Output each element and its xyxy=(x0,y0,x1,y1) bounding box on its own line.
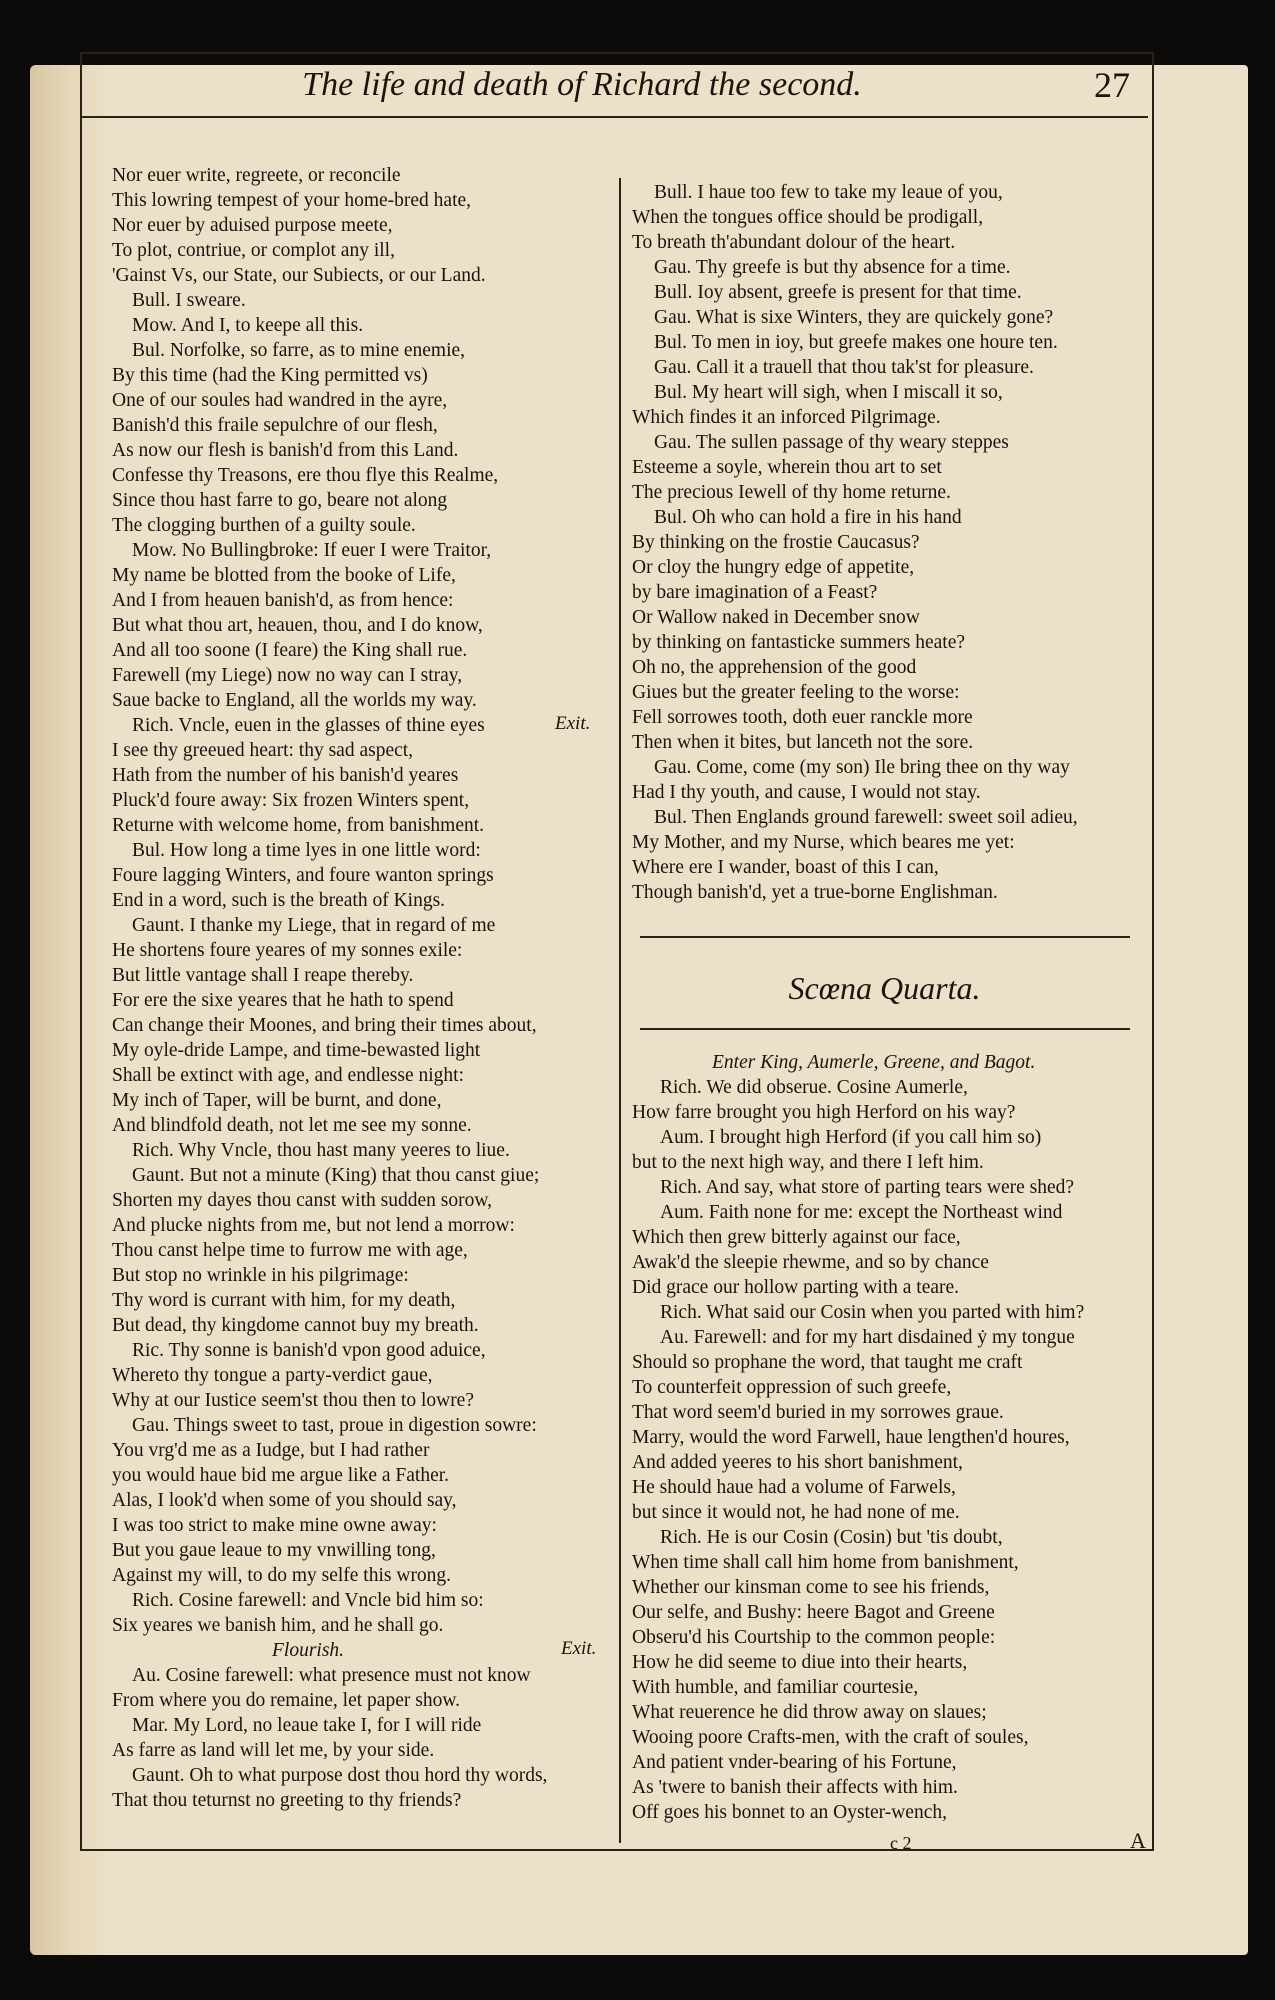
text-line: But dead, thy kingdome cannot buy my breath. xyxy=(112,1315,479,1336)
text-line: By thinking on the frostie Caucasus? xyxy=(632,532,920,553)
text-line: Mar. My Lord, no leaue take I, for I will ride xyxy=(132,1715,482,1736)
text-line: As 'twere to banish their affects with him. xyxy=(632,1777,958,1798)
text-line: Bul. My heart will sigh, when I miscall it so, xyxy=(654,382,1003,403)
text-line: Against my will, to do my selfe this wrong. xyxy=(112,1565,452,1586)
text-line: I was too strict to make mine owne away: xyxy=(112,1515,437,1536)
text-line: Fell sorrowes tooth, doth euer ranckle more xyxy=(632,707,973,728)
text-line: That thou teturnst no greeting to thy friends? xyxy=(112,1790,462,1811)
text-line: Pluck'd foure away: Six frozen Winters spent, xyxy=(112,790,470,811)
page-number: 27 xyxy=(1094,65,1130,105)
text-line: Gaunt. Oh to what purpose dost thou hord thy words, xyxy=(132,1765,548,1786)
text-line: One of our soules had wandred in the ayre, xyxy=(112,390,448,411)
text-line: Whether our kinsman come to see his friends, xyxy=(632,1577,990,1598)
text-line: For ere the sixe yeares that he hath to spend xyxy=(112,990,454,1011)
text-line: Gau. Come, come (my son) Ile bring thee on thy way xyxy=(654,757,1070,778)
text-line: From where you do remaine, let paper show. xyxy=(112,1690,461,1711)
text-line: Mow. No Bullingbroke: If euer I were Traitor, xyxy=(132,540,492,561)
text-line: Whereto thy tongue a party-verdict gaue, xyxy=(112,1365,433,1386)
text-line: When time shall call him home from banishment, xyxy=(632,1552,1019,1573)
text-line: Can change their Moones, and bring their times about, xyxy=(112,1015,537,1036)
text-line: But what thou art, heauen, thou, and I do know, xyxy=(112,615,483,636)
text-line: My oyle-dride Lampe, and time-bewasted light xyxy=(112,1040,481,1061)
text-line: by thinking on fantasticke summers heate? xyxy=(632,632,966,653)
text-line: As now our flesh is banish'd from this Land. xyxy=(112,440,459,461)
text-line: The precious Iewell of thy home returne. xyxy=(632,482,951,503)
text-line: Au. Cosine farewell: what presence must not know xyxy=(132,1665,531,1686)
text-line: Mow. And I, to keepe all this. xyxy=(132,315,364,336)
text-line: Gau. Things sweet to tast, proue in digestion sowre: xyxy=(132,1415,537,1436)
text-line: Farewell (my Liege) now no way can I stray, xyxy=(112,665,463,686)
column-divider xyxy=(619,178,621,1843)
text-line: He shortens foure yeares of my sonnes exile: xyxy=(112,940,463,961)
running-title: The life and death of Richard the second. xyxy=(302,66,862,103)
text-line: My Mother, and my Nurse, which beares me yet: xyxy=(632,832,1015,853)
text-line: Should so prophane the word, that taught me craft xyxy=(632,1352,1023,1373)
running-header xyxy=(82,60,1148,118)
text-line: When the tongues office should be prodigall, xyxy=(632,207,984,228)
text-line: Hath from the number of his banish'd yeares xyxy=(112,765,459,786)
text-line: The clogging burthen of a guilty soule. xyxy=(112,515,416,536)
text-line: Rich. He is our Cosin (Cosin) but 'tis doubt, xyxy=(660,1527,1003,1548)
text-line: Awak'd the sleepie rhewme, and so by chance xyxy=(632,1252,989,1273)
text-line: 'Gainst Vs, our State, our Subiects, or our Land. xyxy=(112,265,486,286)
text-line: Bull. I sweare. xyxy=(132,290,246,311)
text-line: Since thou hast farre to go, beare not along xyxy=(112,490,448,511)
text-line: Though banish'd, yet a true-borne Englishman. xyxy=(632,882,998,903)
text-line: Obseru'd his Courtship to the common people: xyxy=(632,1627,996,1648)
text-line: Rich. And say, what store of parting tears were shed? xyxy=(660,1177,1075,1198)
text-line: Oh no, the apprehension of the good xyxy=(632,657,917,678)
text-line: But stop no wrinkle in his pilgrimage: xyxy=(112,1265,409,1286)
text-line: Gau. The sullen passage of thy weary steppes xyxy=(654,432,1009,453)
text-line: Alas, I look'd when some of you should say, xyxy=(112,1490,457,1511)
text-line: And all too soone (I feare) the King shall rue. xyxy=(112,640,468,661)
text-line: you would haue bid me argue like a Father. xyxy=(112,1465,450,1486)
text-line: That word seem'd buried in my sorrowes graue. xyxy=(632,1402,1004,1423)
left-column xyxy=(112,163,617,1813)
text-line: Au. Farewell: and for my hart disdained ẏ my tongue xyxy=(660,1327,1075,1348)
text-line: Which then grew bitterly against our face, xyxy=(632,1227,961,1248)
text-line: He should haue had a volume of Farwels, xyxy=(632,1477,956,1498)
text-line: Our selfe, and Bushy: heere Bagot and Greene xyxy=(632,1602,995,1623)
text-line: As farre as land will let me, by your side. xyxy=(112,1740,435,1761)
text-line: And patient vnder-bearing of his Fortune, xyxy=(632,1752,957,1773)
text-line: Rich. Vncle, euen in the glasses of thine eyes xyxy=(132,715,485,736)
text-line: By this time (had the King permitted vs) xyxy=(112,365,428,386)
text-line: Nor euer by aduised purpose meete, xyxy=(112,215,393,236)
text-line: Banish'd this fraile sepulchre of our flesh, xyxy=(112,415,438,436)
text-line: Bull. I haue too few to take my leaue of you, xyxy=(654,182,1003,203)
text-line: Gau. What is sixe Winters, they are quickely gone? xyxy=(654,307,1054,328)
text-line: Returne with welcome home, from banishment. xyxy=(112,815,485,836)
text-line: Which findes it an inforced Pilgrimage. xyxy=(632,407,941,428)
text-line: Then when it bites, but lanceth not the sore. xyxy=(632,732,974,753)
text-line: Bul. Oh who can hold a fire in his hand xyxy=(654,507,962,528)
text-line: End in a word, such is the breath of Kings. xyxy=(112,890,446,911)
scene-rule-top xyxy=(640,936,1130,938)
right-column-upper xyxy=(632,180,1137,905)
right-column-lower xyxy=(632,1050,1137,1825)
text-line: Giues but the greater feeling to the worse: xyxy=(632,682,960,703)
text-line: How he did seeme to diue into their hearts, xyxy=(632,1652,968,1673)
text-line: but to the next high way, and there I left him. xyxy=(632,1152,984,1173)
stage-direction-exit: Exit. xyxy=(555,713,591,734)
text-line: Bul. Then Englands ground farewell: sweet soil adieu, xyxy=(654,807,1078,828)
text-line: Rich. Cosine farewell: and Vncle bid him so: xyxy=(132,1590,484,1611)
text-line: Did grace our hollow parting with a teare. xyxy=(632,1277,960,1298)
signature-mark: c 2 xyxy=(890,1833,912,1853)
text-line: Why at our Iustice seem'st thou then to lowre? xyxy=(112,1390,474,1411)
text-line: Gaunt. But not a minute (King) that thou canst giue; xyxy=(132,1165,540,1186)
text-line: To counterfeit oppression of such greefe, xyxy=(632,1377,952,1398)
text-line: Bul. To men in ioy, but greefe makes one houre ten. xyxy=(654,332,1058,353)
text-line: Off goes his bonnet to an Oyster-wench, xyxy=(632,1802,947,1823)
text-line: Rich. What said our Cosin when you parted with him? xyxy=(660,1302,1085,1323)
text-line: But you gaue leaue to my vnwilling tong, xyxy=(112,1540,436,1561)
text-line: This lowring tempest of your home-bred hate, xyxy=(112,190,472,211)
text-line: Rich. Why Vncle, thou hast many yeeres to liue. xyxy=(132,1140,510,1161)
text-line: Gau. Thy greefe is but thy absence for a time. xyxy=(654,257,1011,278)
text-line: With humble, and familiar courtesie, xyxy=(632,1677,919,1698)
text-line: Shall be extinct with age, and endlesse night: xyxy=(112,1065,464,1086)
text-line: Gau. Call it a trauell that thou tak'st for pleasure. xyxy=(654,357,1034,378)
text-line: Or Wallow naked in December snow xyxy=(632,607,920,628)
text-line: And added yeeres to his short banishment, xyxy=(632,1452,963,1473)
text-line: Bul. Norfolke, so farre, as to mine enemie, xyxy=(132,340,466,361)
stage-direction-exit: Exit. xyxy=(561,1638,597,1659)
text-line: Shorten my dayes thou canst with sudden sorow, xyxy=(112,1190,493,1211)
text-line: But little vantage shall I reape thereby. xyxy=(112,965,414,986)
text-line: Thy word is currant with him, for my death, xyxy=(112,1290,456,1311)
text-line: How farre brought you high Herford on his way? xyxy=(632,1102,1016,1123)
text-line: Aum. I brought high Herford (if you call him so) xyxy=(660,1127,1042,1148)
text-line: Enter King, Aumerle, Greene, and Bagot. xyxy=(712,1052,1036,1073)
text-line: Had I thy youth, and cause, I would not stay. xyxy=(632,782,981,803)
text-line: And plucke nights from me, but not lend a morrow: xyxy=(112,1215,515,1236)
text-line: And blindfold death, not let me see my sonne. xyxy=(112,1115,472,1136)
text-line: Where ere I wander, boast of this I can, xyxy=(632,857,939,878)
text-line: Flourish. xyxy=(272,1640,345,1661)
text-line: You vrg'd me as a Iudge, but I had rather xyxy=(112,1440,430,1461)
text-line: To plot, contriue, or complot any ill, xyxy=(112,240,395,261)
text-line: Gaunt. I thanke my Liege, that in regard of me xyxy=(132,915,496,936)
text-line: Marry, would the word Farwell, haue lengthen'd houres, xyxy=(632,1427,1070,1448)
text-line: To breath th'abundant dolour of the heart. xyxy=(632,232,956,253)
text-line: Wooing poore Crafts-men, with the craft of soules, xyxy=(632,1727,1029,1748)
text-line: by bare imagination of a Feast? xyxy=(632,582,878,603)
text-line: Bul. How long a time lyes in one little word: xyxy=(132,840,481,861)
text-line: Confesse thy Treasons, ere thou flye this Realme, xyxy=(112,465,499,486)
text-line: Saue backe to England, all the worlds my way. xyxy=(112,690,477,711)
text-line: Bull. Ioy absent, greefe is present for that time. xyxy=(654,282,1022,303)
text-line: I see thy greeued heart: thy sad aspect, xyxy=(112,740,414,761)
catchword: A xyxy=(1130,1828,1146,1853)
text-line: Six yeares we banish him, and he shall go. xyxy=(112,1615,444,1636)
text-line: but since it would not, he had none of me. xyxy=(632,1502,960,1523)
text-line: Aum. Faith none for me: except the Northeast wind xyxy=(660,1202,1063,1223)
text-line: Rich. We did obserue. Cosine Aumerle, xyxy=(660,1077,968,1098)
text-line: Thou canst helpe time to furrow me with age, xyxy=(112,1240,468,1261)
text-line: What reuerence he did throw away on slaues; xyxy=(632,1702,987,1723)
text-line: Or cloy the hungry edge of appetite, xyxy=(632,557,915,578)
text-line: Nor euer write, regreete, or reconcile xyxy=(112,165,401,186)
text-line: My inch of Taper, will be burnt, and done, xyxy=(112,1090,442,1111)
text-line: And I from heauen banish'd, as from hence: xyxy=(112,590,454,611)
scene-heading: Scœna Quarta. xyxy=(788,970,981,1006)
text-line: My name be blotted from the booke of Life, xyxy=(112,565,456,586)
text-line: Ric. Thy sonne is banish'd vpon good aduice, xyxy=(132,1340,486,1361)
text-line: Foure lagging Winters, and foure wanton springs xyxy=(112,865,494,886)
text-line: Esteeme a soyle, wherein thou art to set xyxy=(632,457,942,478)
scene-rule-bottom xyxy=(640,1028,1130,1030)
